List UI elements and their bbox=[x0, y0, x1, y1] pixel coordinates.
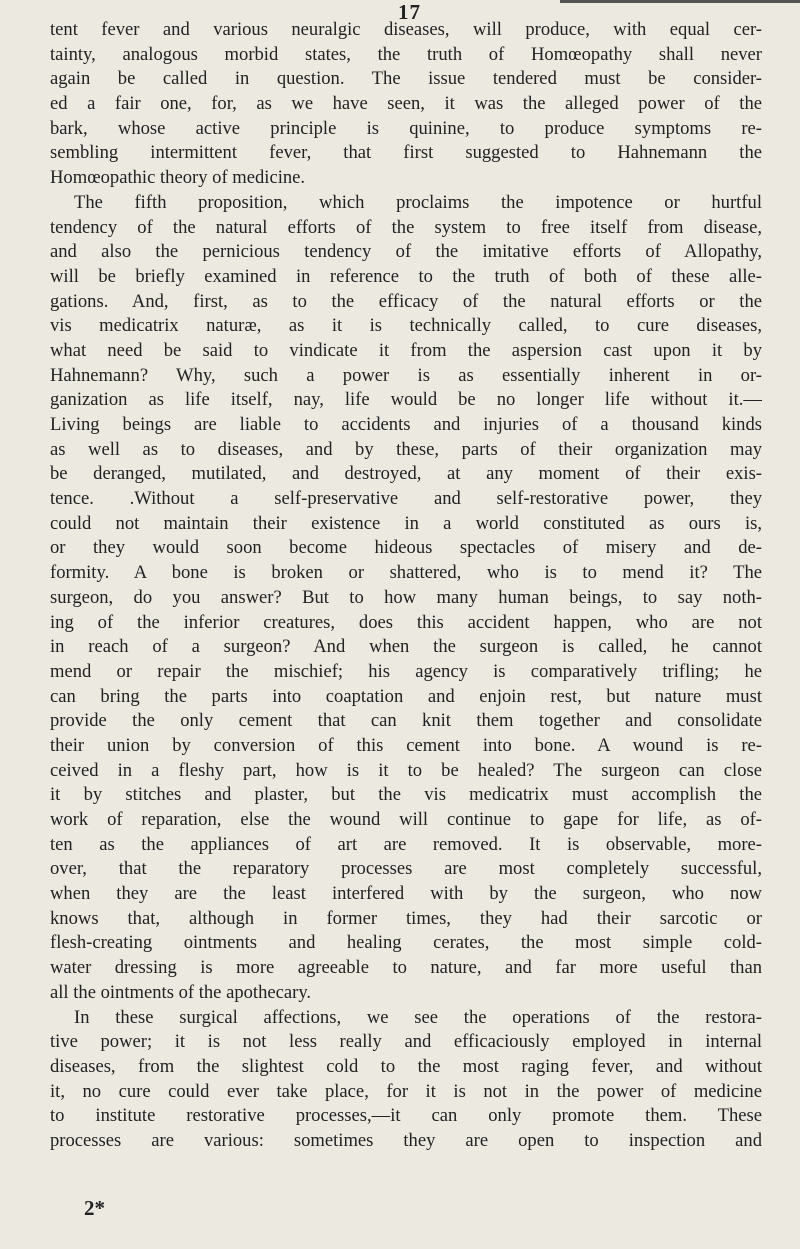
text-line: The fifth proposition, which proclaims the impotence or hurtful bbox=[74, 191, 762, 213]
text-line: ganization as life itself, nay, life would be no longer life without it.— bbox=[50, 389, 762, 411]
text-line: processes are various: sometimes they are open to inspection and bbox=[50, 1129, 762, 1151]
text-line: it, no cure could ever take place, for it is not in the power of medicine bbox=[50, 1080, 762, 1102]
text-line: ceived in a fleshy part, how is it to be healed? The surgeon can close bbox=[50, 759, 762, 781]
text-line: work of reparation, else the wound will continue to gape for life, as of- bbox=[50, 809, 762, 830]
text-line: as well as to diseases, and by these, parts of their organization may bbox=[50, 438, 762, 460]
text-line: again be called in question. The issue tendered must be consider- bbox=[50, 68, 762, 90]
text-line: in reach of a surgeon? And when the surgeon is called, he cannot bbox=[50, 636, 762, 658]
text-line: when they are the least interfered with by the surgeon, who now bbox=[50, 883, 762, 905]
text-line: what need be said to vindicate it from the aspersion cast upon it by bbox=[50, 339, 762, 361]
signature-mark: 2* bbox=[84, 1196, 105, 1220]
text-line: flesh-creating ointments and healing cerates, the most simple cold- bbox=[50, 932, 762, 954]
text-line: knows that, although in former times, they had their sarcotic or bbox=[50, 907, 762, 929]
page-number: 17 bbox=[398, 0, 421, 24]
text-line: diseases, from the slightest cold to the most raging fever, and without bbox=[50, 1055, 762, 1077]
text-line: tive power; it is not less really and efficaciously employed in internal bbox=[50, 1031, 762, 1053]
text-line: can bring the parts into coaptation and enjoin rest, but nature must bbox=[50, 685, 762, 707]
text-line: be deranged, mutilated, and destroyed, at any moment of their exis- bbox=[50, 463, 762, 485]
text-line: it by stitches and plaster, but the vis medicatrix must accomplish the bbox=[50, 784, 762, 806]
text-line: ten as the appliances of art are removed. It is observable, more- bbox=[50, 833, 762, 855]
text-line: tence. .Without a self-preservative and self-restorative power, they bbox=[50, 488, 762, 510]
text-line: ing of the inferior creatures, does this accident happen, who are not bbox=[50, 611, 762, 633]
body-text bbox=[50, 18, 762, 1154]
text-line: tainty, analogous morbid states, the truth of Homœopathy shall never bbox=[50, 43, 762, 65]
text-line: Living beings are liable to accidents and injuries of a thousand kinds bbox=[50, 414, 762, 435]
text-line: tendency of the natural efforts of the system to free itself from disease, bbox=[50, 216, 762, 238]
text-line: sembling intermittent fever, that first suggested to Hahnemann the bbox=[50, 142, 762, 164]
text-line: all the ointments of the apothecary. bbox=[50, 981, 312, 1003]
text-line: and also the pernicious tendency of the imitative efforts of Allopathy, bbox=[50, 241, 762, 263]
text-line: gations. And, first, as to the efficacy of the natural efforts or the bbox=[50, 290, 762, 312]
text-line: Hahnemann? Why, such a power is as essentially inherent in or- bbox=[50, 364, 762, 386]
text-line: bark, whose active principle is quinine, to produce symptoms re- bbox=[50, 117, 762, 139]
text-line: surgeon, do you answer? But to how many human beings, to say noth- bbox=[50, 586, 762, 608]
text-line: In these surgical affections, we see the operations of the restora- bbox=[74, 1006, 762, 1028]
text-line: could not maintain their existence in a world constituted as ours is, bbox=[50, 512, 762, 534]
text-line: over, that the reparatory processes are most completely successful, bbox=[50, 858, 762, 880]
text-line: will be briefly examined in reference to the truth of both of these alle- bbox=[50, 265, 762, 287]
text-line: Homœopathic theory of medicine. bbox=[50, 167, 306, 189]
text-line: their union by conversion of this cement into bone. A wound is re- bbox=[50, 734, 762, 756]
header-rule bbox=[560, 0, 800, 3]
text-line: mend or repair the mischief; his agency is comparatively trifling; he bbox=[50, 660, 762, 682]
text-line: provide the only cement that can knit them together and consolidate bbox=[50, 710, 762, 732]
text-line: ed a fair one, for, as we have seen, it was the alleged power of the bbox=[50, 93, 762, 115]
text-line: vis medicatrix naturæ, as it is technically called, to cure diseases, bbox=[50, 315, 762, 337]
text-line: to institute restorative processes,—it can only promote them. These bbox=[50, 1105, 762, 1127]
text-line: formity. A bone is broken or shattered, who is to mend it? The bbox=[50, 562, 762, 584]
text-line: water dressing is more agreeable to nature, and far more useful than bbox=[50, 957, 762, 979]
text-line: tent fever and various neuralgic diseases, will produce, with equal cer- bbox=[50, 19, 762, 40]
text-line: or they would soon become hideous spectacles of misery and de- bbox=[50, 537, 762, 559]
